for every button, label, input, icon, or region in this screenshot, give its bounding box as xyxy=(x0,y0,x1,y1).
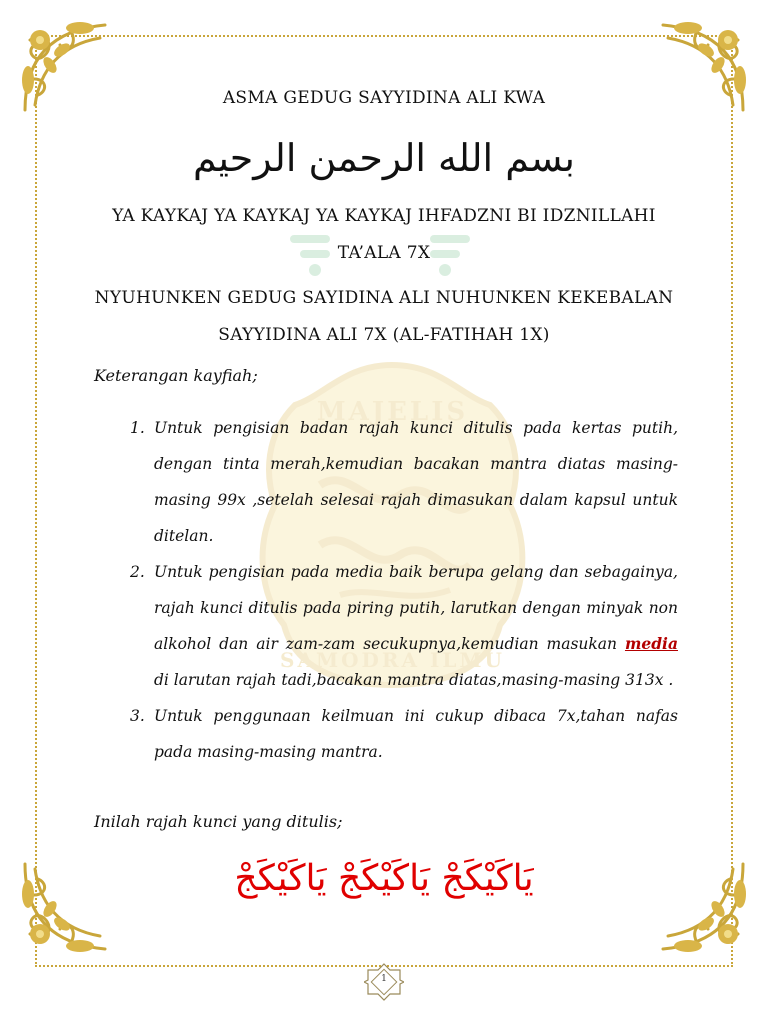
list-item xyxy=(130,698,678,770)
instructions-list xyxy=(130,410,678,770)
list-number: 2. xyxy=(130,563,145,581)
heading-nyuhunken xyxy=(80,280,688,354)
list-item-text: Untuk pengisian badan rajah kunci ditulis pada kertas putih, dengan tinta merah,kemudian bacakan mantra diatas masing-masing 99x ,setelah selesai rajah dimasukan dalam kapsul untuk ditelan. xyxy=(154,419,678,545)
heading-line: NYUHUNKEN GEDUG SAYIDINA ALI NUHUNKEN KEKEBALAN xyxy=(94,288,674,308)
list-item xyxy=(130,410,678,554)
heading-line: YA KAYKAJ YA KAYKAJ YA KAYKAJ IHFADZNI BI IDZNILLAHI xyxy=(112,206,656,226)
list-item-text: Untuk pengisian pada media baik berupa gelang dan sebagainya, rajah kunci ditulis pada piring putih, larutkan dengan minyak non alkohol dan air zam-zam secukupnya,kemudian masukan xyxy=(154,563,678,653)
heading-ya-kaykaj xyxy=(80,198,688,272)
list-item-text: di larutan rajah tadi,bacakan mantra diatas,masing-masing 313x . xyxy=(154,671,674,689)
page-number-badge-icon xyxy=(364,962,404,1002)
page-number: 1 xyxy=(381,974,387,984)
watermark-bottom-text: SAMODRA ILMU xyxy=(280,648,505,672)
list-item-text: Untuk penggunaan keilmuan ini cukup dibaca 7x,tahan nafas pada masing-masing mantra. xyxy=(154,707,678,761)
list-item xyxy=(130,554,678,698)
corner-ornament-icon xyxy=(10,10,130,130)
bismillah-arabic: بسم الله الرحمن الرحيم xyxy=(193,136,575,180)
heading-line: SAYYIDINA ALI 7X (AL-FATIHAH 1X) xyxy=(218,325,550,345)
list-number: 3. xyxy=(130,707,145,725)
keterangan-label: Keterangan kayfiah; xyxy=(94,366,258,385)
watermark-top-text: MAJELIS xyxy=(316,397,469,427)
corner-ornament-icon xyxy=(638,10,758,130)
highlight-media-word: media xyxy=(624,634,678,653)
list-number: 1. xyxy=(130,419,145,437)
rajah-arabic-red: يَاكَيْكَجْ يَاكَيْكَجْ يَاكَيْكَجْ xyxy=(234,858,534,899)
page-title: ASMA GEDUG SAYYIDINA ALI KWA xyxy=(222,88,546,108)
heading-line: TA’ALA 7X xyxy=(337,243,431,263)
inilah-label: Inilah rajah kunci yang ditulis; xyxy=(94,812,343,831)
